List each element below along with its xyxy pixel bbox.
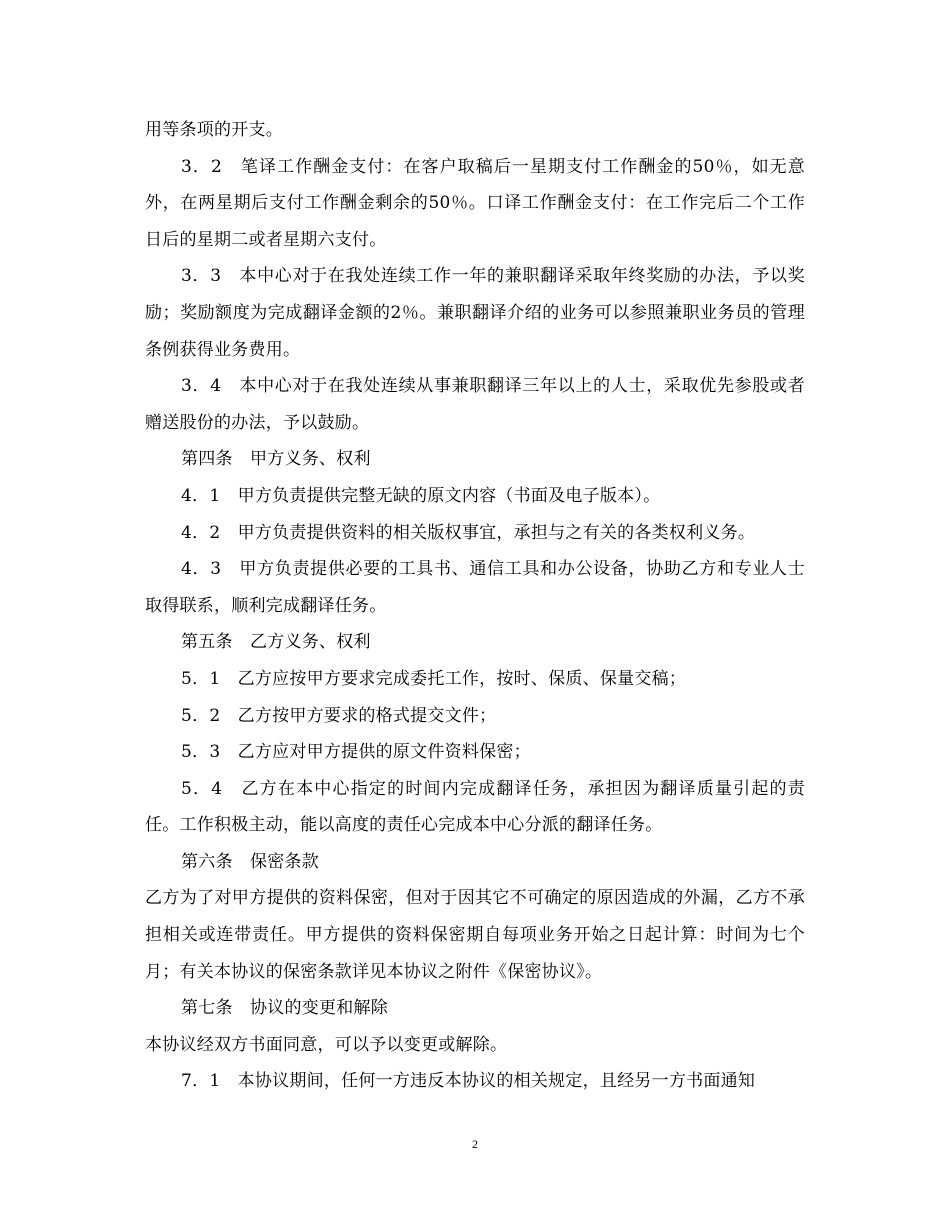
section-heading: 第四条 甲方义务、权利 [181, 449, 371, 470]
paragraph: 乙方为了对甲方提供的资料保密，但对于因其它不可确定的原因造成的外漏，乙方不承担相关或连带责任。甲方提供的资料保密期自每项业务开始之日起计算：时间为七个月；有关本协议的保密条款详见本协议之附件《保密协议》。 [145, 888, 805, 982]
paragraph: 5．1 乙方应按甲方要求完成委托工作，按时、保质、保量交稿； [181, 668, 687, 689]
paragraph: 本协议经双方书面同意，可以予以变更或解除。 [145, 1034, 508, 1055]
paragraph: 3．4 本中心对于在我处连续从事兼职翻译三年以上的人士，采取优先参股或者赠送股份的办法，予以鼓励。 [145, 376, 805, 433]
paragraph: 4．1 甲方负责提供完整无缺的原文内容（书面及电子版本）。 [181, 485, 661, 506]
paragraph: 4．2 甲方负责提供资料的相关版权事宜，承担与之有关的各类权利义务。 [181, 522, 756, 543]
document-body [145, 112, 805, 1100]
section-heading: 第七条 协议的变更和解除 [181, 998, 388, 1019]
paragraph: 3．3 本中心对于在我处连续工作一年的兼职翻译采取年终奖励的办法，予以奖励；奖励额度为完成翻译金额的2％。兼职翻译介绍的业务可以参照兼职业务员的管理条例获得业务费用。 [145, 266, 805, 360]
paragraph: 5．4 乙方在本中心指定的时间内完成翻译任务，承担因为翻译质量引起的责任。工作积极主动，能以高度的责任心完成本中心分派的翻译任务。 [145, 778, 805, 836]
paragraph: 5．2 乙方按甲方要求的格式提交文件； [181, 705, 497, 726]
section-heading: 第六条 保密条款 [181, 851, 319, 872]
paragraph: 7．1 本协议期间，任何一方违反本协议的相关规定，且经另一方书面通知 [181, 1071, 756, 1092]
page-number: 2 [472, 1137, 478, 1151]
paragraph: 用等条项的开支。 [145, 120, 283, 140]
section-heading: 第五条 乙方义务、权利 [181, 632, 371, 653]
paragraph: 4．3 甲方负责提供必要的工具书、通信工具和办公设备，协助乙方和专业人士取得联系，顺利完成翻译任务。 [145, 559, 805, 616]
paragraph: 5．3 乙方应对甲方提供的原文件资料保密； [181, 742, 531, 763]
paragraph: 3．2 笔译工作酬金支付：在客户取稿后一星期支付工作酬金的50％，如无意外，在两星期后支付工作酬金剩余的50％。口译工作酬金支付：在工作完后二个工作日后的星期二或者星期六支付。 [145, 156, 805, 250]
